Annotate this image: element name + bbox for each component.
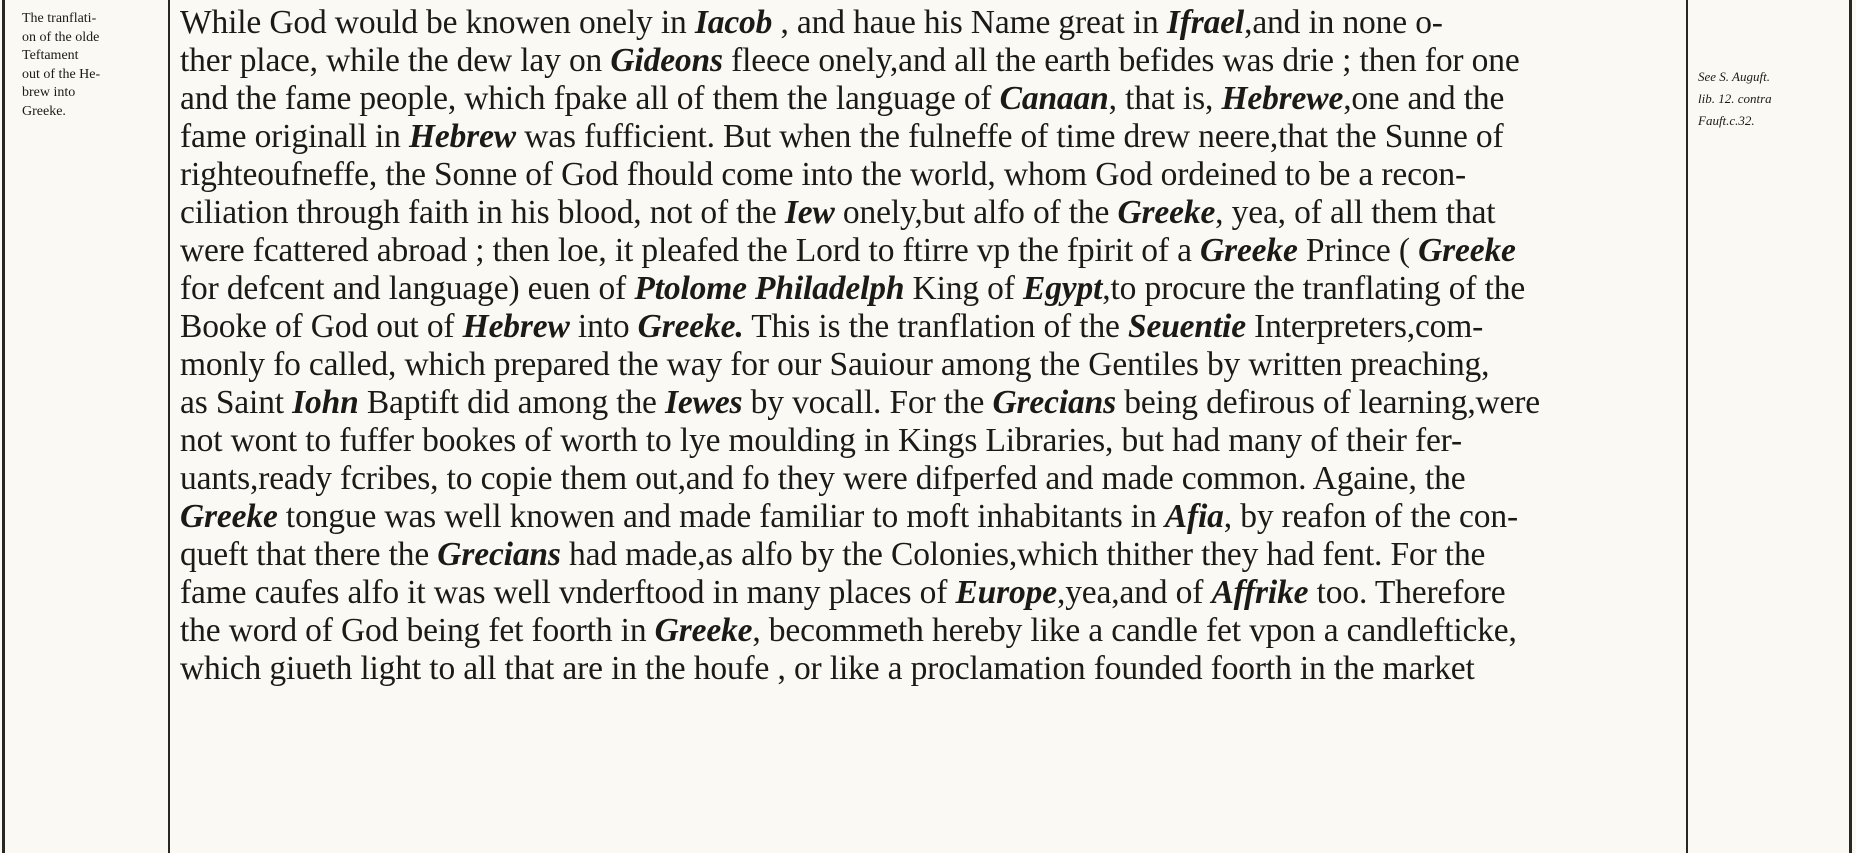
- text-line: [180, 612, 1674, 650]
- roman-run: Booke of God out of: [180, 308, 463, 345]
- italic-run: Egypt: [1023, 270, 1103, 307]
- outer-left-border: [2, 0, 5, 853]
- roman-run: ,and in none o-: [1244, 4, 1443, 41]
- margin-note-line: brew into: [22, 85, 76, 100]
- italic-run: Iohn: [292, 384, 359, 421]
- roman-run: monly fo called, which prepared the way for our Sauiour among the Gentiles by written preaching,: [180, 346, 1490, 383]
- citation-line: lib. 12. contra: [1698, 91, 1772, 106]
- italic-run: Hebrew: [462, 308, 570, 345]
- roman-run: , becommeth hereby like a candle fet vpon a candlefticke,: [752, 612, 1517, 649]
- right-margin-rule: [1686, 0, 1688, 853]
- text-line: [180, 156, 1674, 194]
- roman-run: had made,as alfo by the Colonies,which thither they had fent. For the: [560, 536, 1486, 573]
- text-line: [180, 346, 1674, 384]
- text-line: [180, 4, 1674, 42]
- margin-note-line: Greeke.: [22, 103, 66, 119]
- roman-run: ,yea,and of: [1056, 574, 1212, 611]
- roman-run: by vocall. For the: [742, 384, 993, 421]
- left-margin-rule: [168, 0, 170, 853]
- citation-line: Fauft.c.32.: [1698, 113, 1755, 128]
- margin-note-line: Teftament: [22, 48, 79, 63]
- roman-run: This is the tranflation of the: [743, 308, 1128, 345]
- italic-run: Afia: [1164, 498, 1224, 535]
- roman-run: ,one and the: [1343, 80, 1505, 117]
- roman-run: uants,ready fcribes, to copie them out,and fo they were difperfed and made common. Againe, the: [180, 460, 1466, 497]
- italic-run: Affrike: [1211, 574, 1309, 611]
- roman-run: which giueth light to all that are in the houfe , or like a proclamation founded foorth in the market: [180, 650, 1475, 687]
- text-line: [180, 42, 1674, 80]
- italic-run: Greeke: [1117, 194, 1216, 231]
- italic-run: Greeke: [1418, 232, 1516, 269]
- italic-run: Greeke: [654, 612, 753, 649]
- left-margin-note: [22, 10, 162, 121]
- text-line: [180, 498, 1674, 536]
- text-line: [180, 460, 1674, 498]
- text-line: [180, 308, 1674, 346]
- text-line: [180, 194, 1674, 232]
- roman-run: King of: [904, 270, 1024, 307]
- margin-note-line: The tranflati-: [22, 11, 97, 26]
- roman-run: not wont to fuffer bookes of worth to lye moulding in Kings Libraries, but had many of their fer-: [180, 422, 1463, 459]
- roman-run: righteoufneffe, the Sonne of God fhould come into the world, whom God ordeined to be a recon-: [180, 156, 1467, 193]
- roman-run: tongue was well knowen and made familiar to moft inhabitants in: [277, 498, 1165, 535]
- roman-run: Interpreters,com-: [1245, 308, 1484, 345]
- roman-run: the word of God being fet foorth in: [180, 612, 655, 649]
- roman-run: fame caufes alfo it was well vnderftood in many places of: [180, 574, 956, 611]
- roman-run: onely,but alfo of the: [834, 194, 1118, 231]
- text-line: [180, 118, 1674, 156]
- italic-run: Hebrew: [408, 118, 516, 155]
- roman-run: Baptift did among the: [358, 384, 666, 421]
- text-line: [180, 384, 1674, 422]
- text-line: [180, 688, 1674, 702]
- text-line: [180, 232, 1674, 270]
- italic-run: Greeke.: [637, 308, 744, 345]
- italic-run: Ptolome Philadelph: [634, 270, 905, 307]
- citation-line: See S. Auguft.: [1698, 69, 1770, 84]
- italic-run: Ifrael: [1166, 4, 1245, 41]
- roman-run: , by reafon of the con-: [1223, 498, 1518, 535]
- text-line: [180, 80, 1674, 118]
- italic-run: Greeke: [1200, 232, 1298, 269]
- italic-run: Europe: [955, 574, 1057, 611]
- roman-run: ther place, while the dew lay on: [180, 42, 611, 79]
- roman-run: for defcent and language) euen of: [180, 270, 635, 307]
- roman-run: into: [569, 308, 638, 345]
- italic-run: Greeke: [180, 498, 278, 535]
- italic-run: Grecians: [992, 384, 1116, 421]
- roman-run: ,to procure the tranflating of the: [1102, 270, 1526, 307]
- margin-note-line: out of the He-: [22, 66, 101, 82]
- roman-run: as Saint: [180, 384, 293, 421]
- text-line: [180, 574, 1674, 612]
- text-line: [180, 422, 1674, 460]
- roman-run: too. Therefore: [1308, 574, 1506, 611]
- italic-run: Canaan: [999, 80, 1109, 117]
- roman-run: was fufficient. But when the fulneffe of time drew neere,that the Sunne of: [515, 118, 1504, 155]
- roman-run: , yea, of all them that: [1215, 194, 1496, 231]
- roman-run: , and haue his Name great in: [772, 4, 1167, 41]
- right-margin-citation: [1698, 66, 1848, 132]
- roman-run: were fcattered abroad ; then loe, it pleafed the Lord to ftirre vp the fpirit of a: [180, 232, 1201, 269]
- italic-run: Iewes: [665, 384, 743, 421]
- roman-run: being defirous of learning,were: [1116, 384, 1541, 421]
- roman-run: , that is,: [1108, 80, 1222, 117]
- margin-note-line: on of the olde: [22, 29, 100, 45]
- text-line: [180, 536, 1674, 574]
- roman-run: fame originall in: [180, 118, 409, 155]
- body-text: [180, 4, 1674, 702]
- italic-run: Hebrewe: [1221, 80, 1344, 117]
- text-line: [180, 650, 1674, 688]
- text-line: [180, 270, 1674, 308]
- italic-run: Grecians: [437, 536, 561, 573]
- roman-run: queft that there the: [180, 536, 438, 573]
- roman-run: and the fame people, which fpake all of them the language of: [180, 80, 1000, 117]
- italic-run: Gideons: [610, 42, 723, 79]
- italic-run: Iew: [784, 194, 835, 231]
- roman-run: Prince (: [1297, 232, 1419, 269]
- roman-run: While God would be knowen onely in: [180, 4, 695, 41]
- italic-run: Seuentie: [1128, 308, 1246, 345]
- outer-right-border: [1849, 0, 1852, 853]
- roman-run: ciliation through faith in his blood, not of the: [180, 194, 785, 231]
- italic-run: Iacob: [694, 4, 773, 41]
- roman-run: fleece onely,and all the earth befides was drie ; then for one: [722, 42, 1520, 79]
